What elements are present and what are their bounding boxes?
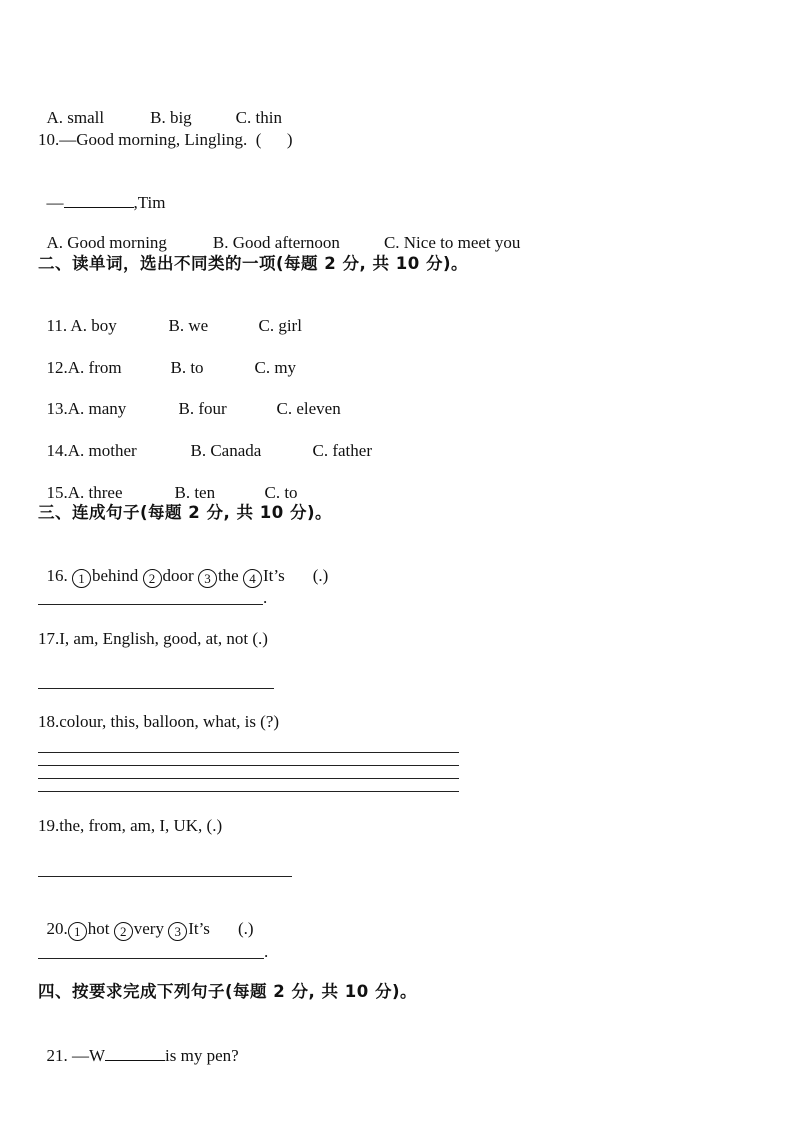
q13-option-c: C. eleven bbox=[276, 399, 341, 418]
q10-option-b: B. Good afternoon bbox=[212, 233, 340, 252]
q14-option-b: B. Canada bbox=[190, 441, 262, 460]
section2-heading: 二、读单词，选出不同类的一项(每题 2 分, 共 10 分)。 bbox=[38, 254, 469, 273]
q10-option-c: C. Nice to meet you bbox=[383, 233, 521, 252]
q10-dash: — bbox=[46, 193, 64, 212]
circled-number: 1 bbox=[72, 569, 91, 588]
q9-option-b: B. big bbox=[150, 108, 192, 127]
q14 bbox=[38, 421, 372, 461]
q20-word: hot bbox=[87, 919, 114, 938]
circled-number: 2 bbox=[114, 922, 133, 941]
q15 bbox=[38, 463, 298, 503]
q10-question: 10.—Good morning, Lingling. ( ) bbox=[38, 130, 293, 149]
q20-word: very bbox=[133, 919, 169, 938]
q11-option-a: 11. A. boy bbox=[46, 316, 117, 335]
q13-option-a: 13.A. many bbox=[46, 399, 127, 418]
q10-suffix: ,Tim bbox=[133, 193, 166, 212]
q16-word: behind bbox=[92, 566, 143, 585]
q15-option-c: C. to bbox=[264, 483, 298, 502]
q19: 19.the, from, am, I, UK, (.) bbox=[38, 816, 223, 835]
q20-num: 20. bbox=[46, 919, 68, 938]
q21-suffix: is my pen? bbox=[165, 1046, 239, 1065]
circled-number: 2 bbox=[143, 569, 162, 588]
q16-punct: (.) bbox=[312, 566, 329, 585]
section4-heading: 四、按要求完成下列句子(每题 2 分, 共 10 分)。 bbox=[38, 982, 418, 1001]
circled-number: 3 bbox=[198, 569, 217, 588]
q16-word: door bbox=[162, 566, 198, 585]
circled-number: 4 bbox=[243, 569, 262, 588]
q14-option-a: 14.A. mother bbox=[46, 441, 137, 460]
q17-answer-line[interactable] bbox=[38, 688, 274, 689]
q16-num: 16. bbox=[46, 566, 72, 585]
circled-number: 3 bbox=[168, 922, 187, 941]
q17: 17.I, am, English, good, at, not (.) bbox=[38, 629, 268, 648]
q11 bbox=[38, 296, 302, 336]
q20-punct: (.) bbox=[237, 919, 254, 938]
q10-options bbox=[38, 213, 520, 253]
q15-option-a: 15.A. three bbox=[46, 483, 123, 502]
q13 bbox=[38, 379, 341, 419]
q16 bbox=[38, 546, 328, 588]
q18-answer-line[interactable] bbox=[38, 791, 459, 792]
q12-option-c: C. my bbox=[254, 358, 297, 377]
q12-option-b: B. to bbox=[170, 358, 204, 377]
q10-blank[interactable] bbox=[64, 191, 134, 208]
q15-option-b: B. ten bbox=[174, 483, 216, 502]
q9-option-a: A. small bbox=[46, 108, 105, 127]
q21-prefix: 21. —W bbox=[46, 1046, 106, 1065]
q12 bbox=[38, 338, 296, 378]
q21 bbox=[38, 1024, 239, 1066]
q14-option-c: C. father bbox=[312, 441, 372, 460]
q19-answer-line[interactable] bbox=[38, 876, 292, 877]
circled-number: 1 bbox=[68, 922, 87, 941]
q18-answer-line[interactable] bbox=[38, 778, 459, 779]
q20-answer-line[interactable] bbox=[38, 958, 264, 959]
q20-word: It’s bbox=[188, 919, 210, 938]
section3-heading: 三、连成句子(每题 2 分, 共 10 分)。 bbox=[38, 503, 333, 522]
q11-option-c: C. girl bbox=[258, 316, 302, 335]
q9-option-c: C. thin bbox=[235, 108, 282, 127]
q11-option-b: B. we bbox=[168, 316, 209, 335]
q16-period: . bbox=[263, 588, 268, 607]
q13-option-b: B. four bbox=[178, 399, 227, 418]
q18: 18.colour, this, balloon, what, is (?) bbox=[38, 712, 280, 731]
q16-word: It’s bbox=[262, 566, 285, 585]
q18-answer-line[interactable] bbox=[38, 765, 459, 766]
q10-option-a: A. Good morning bbox=[46, 233, 167, 252]
q10-answer-line bbox=[38, 171, 165, 213]
q21-blank[interactable] bbox=[105, 1044, 165, 1061]
q16-word: the bbox=[217, 566, 243, 585]
q16-answer-line[interactable] bbox=[38, 604, 263, 605]
q20 bbox=[38, 899, 254, 941]
q18-answer-line[interactable] bbox=[38, 752, 459, 753]
q12-option-a: 12.A. from bbox=[46, 358, 122, 377]
q9-options bbox=[38, 88, 282, 128]
q20-period: . bbox=[264, 942, 269, 961]
